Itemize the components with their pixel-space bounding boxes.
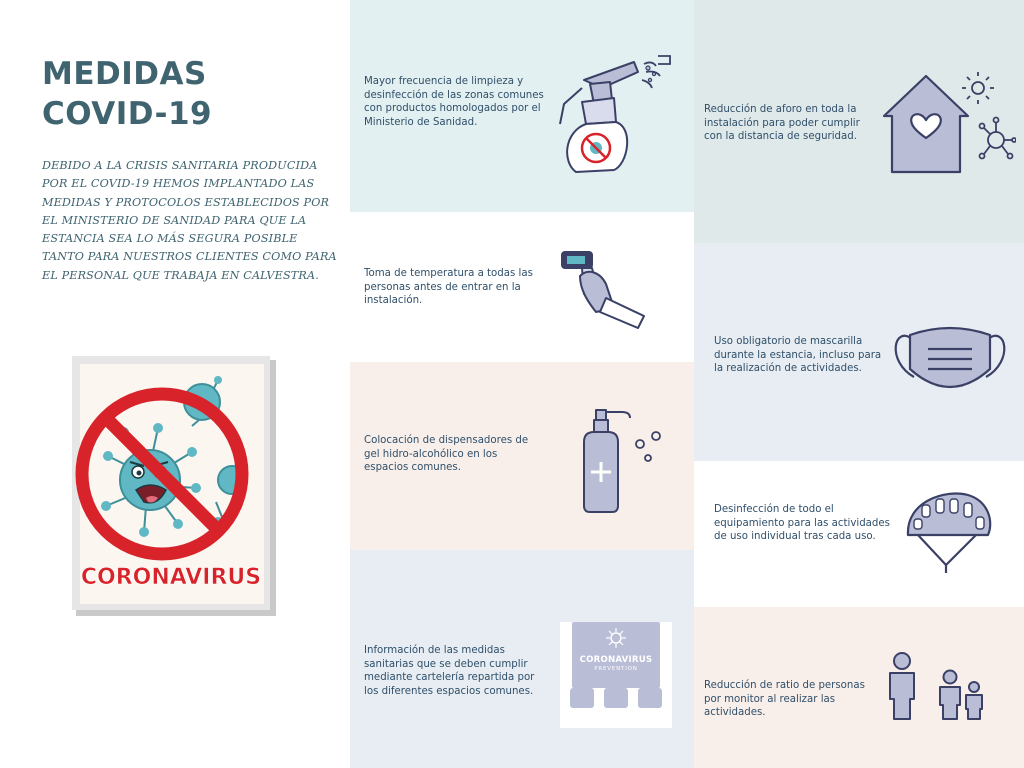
face-mask-icon: [890, 321, 1010, 401]
measure-tile-mask: [694, 243, 1024, 461]
sanitizer-dispenser-icon: [578, 406, 668, 516]
intro-paragraph: DEBIDO A LA CRISIS SANITARIA PRODUCIDA POR EL COVID-19 HEMOS IMPLANTADO LAS MEDIDAS Y PROTOCOLOS ESTABLECIDOS POR EL MINISTERIO DE SANIDAD PARA QUE LA ESTANCIA SEA LO MÁS SEGURA POSIBLE TANTO PARA NUESTROS CLIENTES COMO PARA EL PERSONAL QUE TRABAJA EN CALVESTRA.: [42, 159, 337, 282]
helmet-icon: [902, 487, 996, 577]
page-title: [42, 54, 332, 134]
people-group-icon: [886, 651, 986, 723]
measure-text: Mayor frecuencia de limpieza y desinfección de las zonas comunes con productos homologados por el Ministerio de Sanidad.: [364, 76, 544, 128]
poster-tile-1: [570, 688, 594, 708]
house-heart-icon: [880, 70, 1016, 180]
measure-text: Información de las medidas sanitarias que se deben cumplir mediante cartelería repartida por los diferentes espacios comunes.: [364, 645, 535, 697]
measure-tile-equipment: [694, 461, 1024, 607]
measure-text: Toma de temperatura a todas las personas antes de entrar en la instalación.: [364, 268, 533, 306]
title-line-1: MEDIDAS: [42, 56, 207, 92]
title-line-2: COVID-19: [42, 96, 213, 132]
measure-text: Desinfección de todo el equipamiento para las actividades de uso individual tras cada uso.: [714, 504, 890, 542]
measure-tile-temperature: [350, 212, 694, 362]
measure-text: Uso obligatorio de mascarilla durante la estancia, incluso para la realización de actividades.: [714, 336, 882, 374]
prevention-poster-icon: [560, 622, 672, 728]
thermometer-gun-icon: [558, 246, 650, 330]
measure-text: Colocación de dispensadores de gel hidro-alcohólico en los espacios comunes.: [364, 435, 529, 473]
coronavirus-poster: [72, 356, 278, 618]
measure-tile-signage: [350, 550, 694, 768]
poster-tile-2: [604, 688, 628, 708]
measure-tile-capacity: [694, 0, 1024, 243]
poster-label: CORONAVIRUS: [80, 565, 262, 590]
virus-small-icon: [606, 628, 626, 648]
intro-panel: [0, 0, 350, 768]
prevention-poster-title: CORONAVIRUS: [579, 655, 653, 665]
measure-tile-sanitizer: [350, 362, 694, 550]
prevention-poster-header: [572, 622, 660, 688]
spray-bottle-icon: [542, 44, 682, 176]
measure-text: Reducción de ratio de personas por monitor al realizar las actividades.: [704, 680, 865, 718]
prevention-poster-subtitle: PREVENTION: [594, 666, 638, 672]
measure-tile-ratio: [694, 607, 1024, 768]
poster-tile-3: [638, 688, 662, 708]
measure-tile-cleaning: [350, 0, 694, 212]
measure-text: Reducción de aforo en toda la instalación para poder cumplir con la distancia de seguridad.: [704, 104, 860, 142]
